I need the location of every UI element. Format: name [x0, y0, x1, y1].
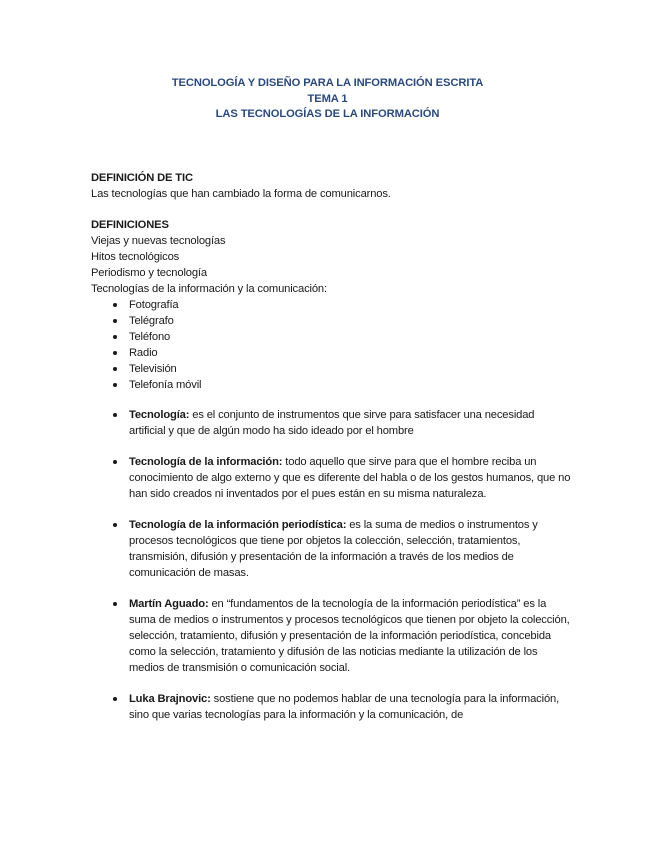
- definition-item: [91, 454, 571, 502]
- definition-text: sostiene que no podemos hablar de una tecnología para la información, sino que varias tecnologías para la información y la comunicación, de: [129, 693, 560, 721]
- definitions-list: [91, 407, 571, 723]
- definiciones-line: Hitos tecnológicos: [91, 251, 180, 263]
- definition-text: es el conjunto de instrumentos que sirve para satisfacer una necesidad artificial y que de algún modo ha sido ideado por el hombre: [129, 409, 535, 437]
- definition-item: [91, 691, 571, 723]
- list-item: Fotografía: [91, 297, 571, 313]
- title-line-course: TECNOLOGÍA Y DISEÑO PARA LA INFORMACIÓN ESCRITA: [171, 77, 484, 89]
- definition-text: todo aquello que sirve para que el hombre reciba un conocimiento de algo externo y que es diferente del habla o de los gestos humanos, que no han sido creados ni inventados por el pues están en su misma naturaleza.: [129, 456, 571, 500]
- definiciones-line: Periodismo y tecnología: [91, 267, 207, 279]
- definition-term: Tecnología:: [129, 409, 190, 421]
- list-item: Telefonía móvil: [91, 377, 571, 393]
- definiciones-line: Viejas y nuevas tecnologías: [91, 235, 226, 247]
- heading-definiciones: DEFINICIONES: [91, 219, 169, 231]
- definition-term: Luka Brajnovic:: [129, 693, 211, 705]
- list-item: Teléfono: [91, 329, 571, 345]
- definition-text: en “fundamentos de la tecnología de la información periodística” es la suma de medios o instrumentos y procesos tecnológicos que tienen por objeto la colección, selección, tratamiento, difusión y presentación de la información periodística, concebida como la selección, tratamiento y difusión de las noticias mediante la utilización de los medios de transmisión o comunicación social.: [129, 598, 570, 674]
- title-line-topic: TEMA 1: [307, 92, 348, 105]
- definition-item: [91, 517, 571, 581]
- definition-item: [91, 407, 571, 439]
- document-title: [0, 76, 655, 123]
- list-item: Televisión: [91, 361, 571, 377]
- heading-definicion-tic: DEFINICIÓN DE TIC: [91, 172, 193, 184]
- document-body: [91, 170, 571, 738]
- tic-list: [91, 297, 571, 393]
- paragraph-definicion-tic: Las tecnologías que han cambiado la forma de comunicarnos.: [91, 188, 391, 200]
- definition-text: es la suma de medios o instrumentos y procesos tecnológicos que tiene por objetos la colección, selección, tratamientos, transmisión, difusión y presentación de la información a través de los medios de comunicación de masas.: [129, 519, 538, 579]
- definiciones-line: Tecnologías de la información y la comunicación:: [91, 283, 327, 295]
- title-line-subject: LAS TECNOLOGÍAS DE LA INFORMACIÓN: [215, 108, 440, 120]
- definition-term: Tecnología de la información:: [129, 456, 283, 468]
- list-item: Radio: [91, 345, 571, 361]
- definition-term: Martín Aguado:: [129, 598, 209, 610]
- definition-term: Tecnología de la información periodística:: [129, 519, 347, 531]
- definition-item: [91, 596, 571, 676]
- list-item: Telégrafo: [91, 313, 571, 329]
